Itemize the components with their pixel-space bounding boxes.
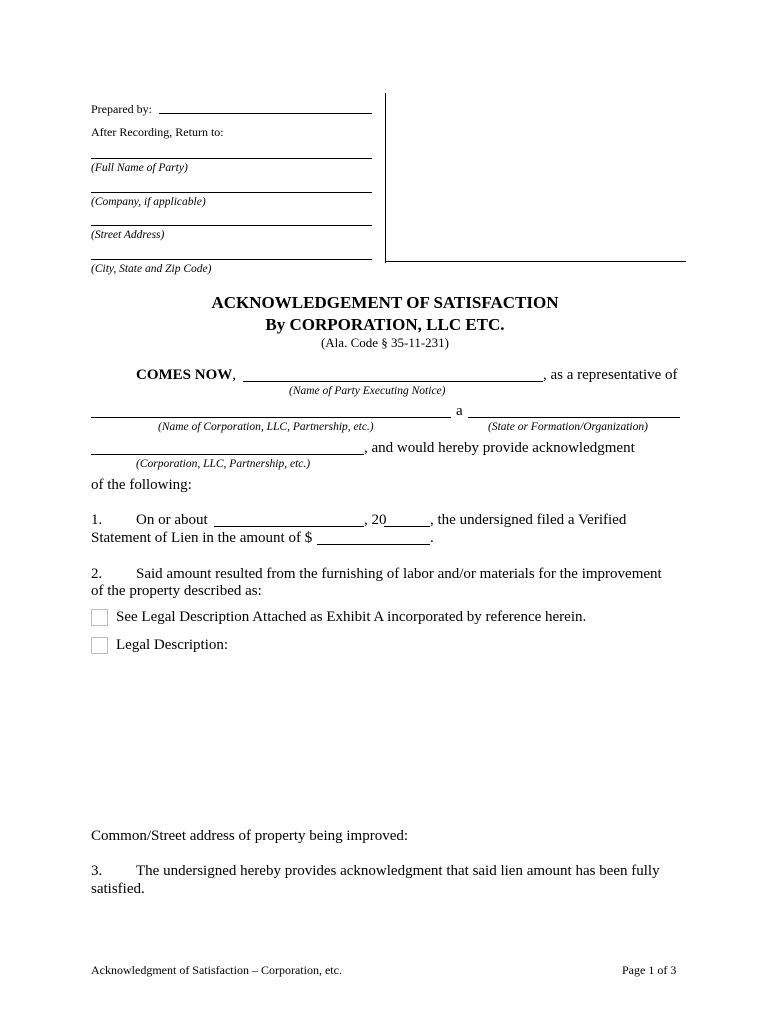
legal-description-checkbox[interactable] <box>91 637 108 654</box>
state-formation-hint: (State or Formation/Organization) <box>488 421 648 433</box>
item2-text: Said amount resulted from the furnishing of labor and/or materials for the improvement <box>136 566 662 582</box>
footer-title: Acknowledgment of Satisfaction – Corporation, etc. <box>91 963 342 977</box>
street-hint: (Street Address) <box>91 229 165 241</box>
city-field[interactable] <box>91 259 372 260</box>
item2-line2: of the property described as: <box>91 583 262 599</box>
year-field[interactable] <box>384 526 430 527</box>
entity-type-hint: (Corporation, LLC, Partnership, etc.) <box>136 458 311 470</box>
item3-line2: satisfied. <box>91 881 145 897</box>
executing-party-field[interactable] <box>243 381 543 382</box>
street-field[interactable] <box>91 225 372 226</box>
item1-amount-text: Statement of Lien in the amount of $ <box>91 530 313 546</box>
company-field[interactable] <box>91 192 372 193</box>
code-citation: (Ala. Code § 35-11-231) <box>320 335 450 350</box>
corporation-name-hint: (Name of Corporation, LLC, Partnership, etc.) <box>158 421 374 433</box>
item1-year-prefix: , 20 <box>364 512 387 528</box>
lien-amount-field[interactable] <box>317 544 430 545</box>
comes-now-lead: COMES NOW <box>136 367 233 383</box>
full-name-field[interactable] <box>91 158 372 159</box>
item1-filed-text: , the undersigned filed a Verified <box>430 512 627 528</box>
executing-party-hint: (Name of Party Executing Notice) <box>289 385 446 397</box>
exhibit-a-label: See Legal Description Attached as Exhibit A incorporated by reference herein. <box>116 609 587 625</box>
item3-number: 3. <box>91 863 103 879</box>
corporation-name-field[interactable] <box>91 417 451 418</box>
city-hint: (City, State and Zip Code) <box>91 263 212 275</box>
company-hint: (Company, if applicable) <box>91 196 206 208</box>
exhibit-a-checkbox[interactable] <box>91 609 108 626</box>
representative-of-text: , as a representative of <box>543 367 678 383</box>
date-field[interactable] <box>214 526 364 527</box>
comes-now-line <box>136 367 236 384</box>
item2-number: 2. <box>91 566 103 582</box>
full-name-hint: (Full Name of Party) <box>91 162 188 174</box>
entity-type-field[interactable] <box>91 454 364 455</box>
return-to-label: After Recording, Return to: <box>91 125 224 139</box>
item1-number: 1. <box>91 512 103 528</box>
provide-ack-text: , and would hereby provide acknowledgment <box>364 440 635 456</box>
prepared-by-field[interactable] <box>159 113 372 114</box>
a-text: a <box>456 403 463 419</box>
common-address-label: Common/Street address of property being improved: <box>91 828 409 844</box>
of-following-text: of the following: <box>91 477 192 493</box>
comes-now-comma: , <box>232 367 237 383</box>
recording-area-divider <box>385 93 386 263</box>
item3-text: The undersigned hereby provides acknowledgment that said lien amount has been fully <box>136 863 660 879</box>
document-title: ACKNOWLEDGEMENT OF SATISFACTION <box>211 293 559 312</box>
legal-description-label: Legal Description: <box>116 637 229 653</box>
recording-area-baseline <box>385 261 686 262</box>
page-number: Page 1 of 3 <box>622 963 677 977</box>
item1-on-about: On or about <box>136 512 208 528</box>
item1-period: . <box>430 530 434 546</box>
document-subtitle: By CORPORATION, LLC ETC. <box>265 315 505 334</box>
prepared-by-label: Prepared by: <box>91 102 152 116</box>
state-formation-field[interactable] <box>468 417 680 418</box>
